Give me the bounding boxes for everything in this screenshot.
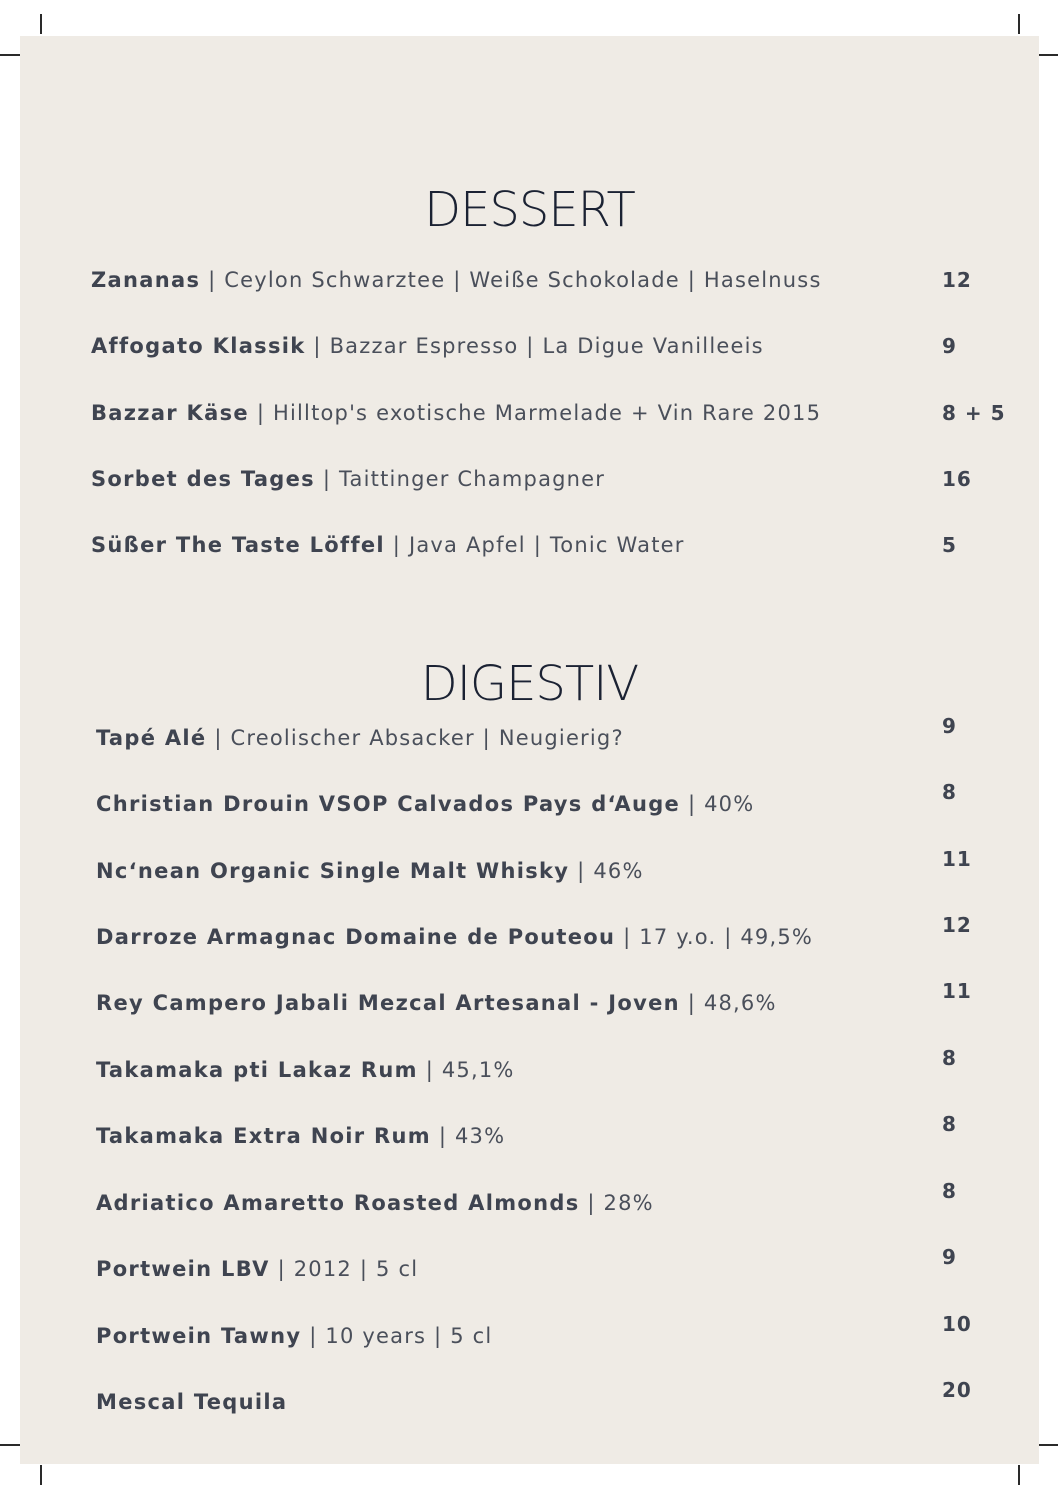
menu-item — [20, 266, 1039, 306]
item-name: Takamaka Extra Noir Rum — [96, 1124, 431, 1148]
menu-item — [20, 1179, 1039, 1229]
menu-item — [20, 913, 1039, 963]
item-detail: | Ceylon Schwarztee | Weiße Schokolade | Haselnuss — [200, 268, 822, 292]
item-name: Sorbet des Tages — [91, 467, 315, 491]
item-name: Süßer The Taste Löffel — [91, 533, 385, 557]
item-price: 10 — [942, 1312, 972, 1336]
item-name: Adriatico Amaretto Roasted Almonds — [96, 1191, 580, 1215]
menu-page — [20, 36, 1039, 1464]
crop-mark-top-left-v — [40, 14, 42, 34]
item-price: 9 — [942, 334, 957, 358]
item-price: 9 — [942, 714, 957, 738]
item-detail: | 45,1% — [417, 1058, 515, 1082]
item-name: Takamaka pti Lakaz Rum — [96, 1058, 418, 1082]
item-detail: | Creolischer Absacker | Neugierig? — [206, 726, 624, 750]
item-price: 12 — [942, 268, 972, 292]
item-name: Portwein LBV — [96, 1257, 270, 1281]
menu-item — [20, 1112, 1039, 1162]
item-detail: | Taittinger Champagner — [314, 467, 606, 491]
menu-item — [20, 780, 1039, 830]
item-name: Nc‘nean Organic Single Malt Whisky — [96, 859, 570, 883]
crop-mark-bottom-right-h — [1038, 1444, 1058, 1446]
item-detail: | 28% — [579, 1191, 654, 1215]
menu-item — [20, 714, 1039, 764]
crop-mark-bottom-right-v — [1018, 1465, 1020, 1485]
crop-mark-top-left-h — [0, 54, 20, 56]
menu-item — [20, 1245, 1039, 1295]
dessert-title: DESSERT — [424, 182, 635, 238]
item-detail: | 10 years | 5 cl — [301, 1324, 493, 1348]
item-detail: | 2012 | 5 cl — [269, 1257, 419, 1281]
item-price: 8 — [942, 780, 957, 804]
item-detail: | 46% — [569, 859, 644, 883]
item-price: 11 — [942, 847, 972, 871]
item-detail: | 40% — [680, 792, 755, 816]
item-detail: | Java Apfel | Tonic Water — [384, 533, 685, 557]
item-price: 12 — [942, 913, 972, 937]
menu-item — [20, 1378, 1039, 1428]
menu-item — [20, 399, 1039, 439]
item-name: Rey Campero Jabali Mezcal Artesanal - Joven — [96, 991, 680, 1015]
item-detail: | 48,6% — [679, 991, 777, 1015]
item-name: Affogato Klassik — [91, 334, 306, 358]
item-price: 8 — [942, 1046, 957, 1070]
item-name: Tapé Alé — [96, 726, 207, 750]
item-price: 16 — [942, 467, 972, 491]
crop-mark-bottom-left-v — [40, 1465, 42, 1485]
item-name: Mescal Tequila — [96, 1390, 288, 1414]
item-price: 8 — [942, 1179, 957, 1203]
item-name: Darroze Armagnac Domaine de Pouteou — [96, 925, 616, 949]
menu-item — [20, 1046, 1039, 1096]
digestiv-title: DIGESTIV — [420, 656, 639, 712]
menu-item — [20, 979, 1039, 1029]
item-name: Zananas — [91, 268, 201, 292]
item-price: 8 + 5 — [942, 401, 1006, 425]
menu-item — [20, 465, 1039, 505]
crop-mark-bottom-left-h — [0, 1444, 20, 1446]
item-price: 9 — [942, 1245, 957, 1269]
item-price: 11 — [942, 979, 972, 1003]
item-detail: | Hilltop's exotische Marmelade + Vin Rare 2015 — [248, 401, 822, 425]
item-name: Bazzar Käse — [91, 401, 249, 425]
menu-item — [20, 332, 1039, 372]
item-detail: | Bazzar Espresso | La Digue Vanilleeis — [305, 334, 764, 358]
item-detail: | 43% — [430, 1124, 506, 1148]
item-price: 5 — [942, 533, 957, 557]
crop-mark-top-right-h — [1038, 54, 1058, 56]
item-price: 8 — [942, 1112, 957, 1136]
item-price: 20 — [942, 1378, 972, 1402]
item-name: Portwein Tawny — [96, 1324, 302, 1348]
menu-item — [20, 1312, 1039, 1362]
menu-item — [20, 531, 1039, 571]
item-detail: | 17 y.o. | 49,5% — [615, 925, 814, 949]
item-name: Christian Drouin VSOP Calvados Pays d‘Auge — [96, 792, 681, 816]
crop-mark-top-right-v — [1018, 14, 1020, 34]
menu-item — [20, 847, 1039, 897]
